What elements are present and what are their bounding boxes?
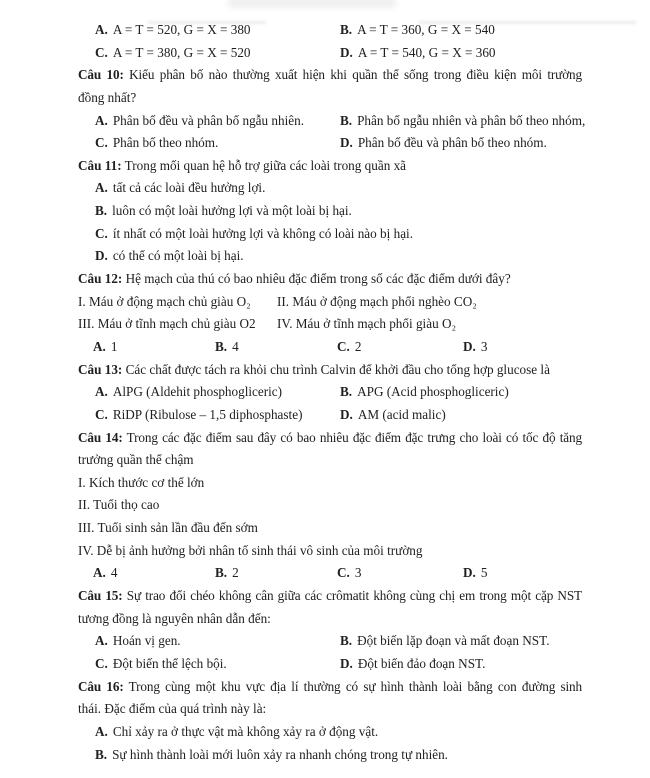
q16-header — [78, 676, 582, 699]
option-letter: C. — [95, 406, 108, 422]
option-letter: C. — [95, 655, 108, 671]
option-letter: B. — [95, 203, 108, 219]
q14-option-a — [93, 562, 215, 585]
q14-statement-ii — [78, 494, 582, 517]
q12-option-b — [215, 336, 337, 359]
q14-option-b — [215, 562, 337, 585]
option-letter: C. — [95, 135, 108, 151]
q14-statement-i — [78, 472, 582, 495]
option-text: A = T = 540, G = X = 360 — [357, 44, 496, 60]
option-letter: B. — [340, 112, 353, 128]
scan-artifact — [228, 0, 396, 8]
q11-option-c — [78, 223, 582, 246]
option-text: Chỉ xảy ra ở thực vật mà không xảy ra ở động vật. — [112, 723, 379, 739]
question-text: Kiểu phân bố nào thường xuất hiện khi quần thể sống trong điều kiện môi trường — [129, 67, 582, 83]
q14-statement-iv — [78, 540, 582, 563]
q13-options-row-1 — [78, 381, 582, 404]
option-text: 4 — [232, 338, 239, 354]
option-text: ít nhất có một loài hưởng lợi và không có loài nào bị hại. — [112, 225, 414, 241]
statement-iv: IV. Dễ bị ảnh hưởng bởi nhân tố sinh thái vô sinh của môi trường — [78, 542, 423, 558]
q14-header — [78, 427, 582, 450]
statement-iii: III. Máu ở tĩnh mạch chủ giàu O2 — [78, 316, 256, 332]
q15-option-b — [340, 630, 582, 653]
q10-option-a — [95, 110, 340, 133]
question-text: Trong cùng một khu vực địa lí thường có sự hình thành loài bằng con đường sinh — [128, 678, 582, 694]
question-text: Hệ mạch của thú có bao nhiêu đặc điểm trong số các đặc điểm dưới đây? — [125, 271, 511, 287]
question-number: Câu 15: — [78, 588, 123, 604]
option-letter: B. — [340, 22, 353, 37]
option-text: Phân bố đều và phân bố theo nhóm. — [357, 135, 547, 151]
option-text: Phân bố theo nhóm. — [112, 135, 219, 151]
q9-option-c — [95, 42, 340, 65]
question-number: Câu 13: — [78, 361, 123, 377]
option-letter: A. — [95, 22, 108, 37]
option-letter: A. — [95, 723, 108, 739]
question-text: Trong các đặc điểm sau đây có bao nhiêu đặc điểm đặc trưng cho loài có tốc độ tăng — [126, 429, 582, 445]
option-text: A = T = 360, G = X = 540 — [357, 22, 495, 37]
q10-option-d — [340, 132, 582, 155]
q12-header — [78, 268, 582, 291]
option-text: Sự hình thành loài mới luôn xảy ra nhanh chóng trong tự nhiên. — [112, 746, 448, 762]
option-letter: B. — [95, 746, 108, 762]
option-letter: D. — [340, 655, 353, 671]
option-text: APG (Acid phosphogliceric) — [357, 384, 509, 400]
q14-option-c — [337, 562, 463, 585]
option-letter: D. — [340, 44, 353, 60]
q15-text-line2 — [78, 608, 582, 631]
statement-ii: II. Tuổi thọ cao — [78, 497, 160, 513]
q14-text-line2 — [78, 449, 582, 472]
q15-option-d — [340, 653, 582, 676]
option-text: AlPG (Aldehit phosphogliceric) — [112, 384, 283, 400]
option-letter: D. — [95, 248, 108, 264]
option-letter: B. — [340, 633, 353, 649]
question-text: Các chất được tách ra khỏi chu trình Calvin để khởi đầu cho tổng hợp glucose là — [125, 361, 550, 377]
option-text: AM (acid malic) — [357, 406, 446, 422]
option-letter: B. — [215, 565, 228, 581]
question-number: Câu 16: — [78, 678, 124, 694]
option-text: 2 — [232, 565, 239, 581]
q13-option-c — [95, 404, 340, 427]
option-text: Hoán vị gen. — [112, 633, 181, 649]
q15-option-c — [95, 653, 340, 676]
q11-header — [78, 155, 582, 178]
statement-i: I. Kích thước cơ thể lớn — [78, 474, 205, 490]
option-text: 4 — [110, 565, 118, 581]
q9-option-d — [340, 42, 582, 65]
option-letter: B. — [340, 384, 353, 400]
q14-statement-iii — [78, 517, 582, 540]
statement-iv: IV. Máu ở tĩnh mạch phổi giàu O₂ — [277, 316, 457, 332]
option-letter: A. — [95, 112, 108, 128]
option-text: 5 — [480, 565, 488, 581]
question-text: trưởng quần thể chậm — [78, 452, 194, 468]
option-letter: A. — [95, 180, 108, 196]
question-number: Câu 12: — [78, 271, 123, 287]
option-text: Đột biến thể lệch bội. — [112, 655, 227, 671]
q10-text-line2 — [78, 87, 582, 110]
q13-option-d — [340, 404, 582, 427]
option-letter: C. — [337, 338, 350, 354]
option-text: Đột biến đảo đoạn NST. — [357, 655, 486, 671]
option-letter: C. — [337, 565, 350, 581]
q12-options-row — [78, 336, 582, 359]
q15-options-row-2 — [78, 653, 582, 676]
option-letter: A. — [93, 338, 106, 354]
q12-option-d — [463, 336, 582, 359]
q11-option-d — [78, 245, 582, 268]
question-text: tương đồng là nguyên nhân dẫn đến: — [78, 610, 271, 626]
question-text: Trong mối quan hệ hỗ trợ giữa các loài trong quần xã — [124, 157, 407, 173]
q12-statements-row-2 — [78, 313, 582, 336]
scan-artifact — [148, 21, 266, 24]
q13-options-row-2 — [78, 404, 582, 427]
q10-options-row-2 — [78, 132, 582, 155]
q12-option-a — [93, 336, 215, 359]
question-number: Câu 10: — [78, 67, 124, 83]
option-text: tất cả các loài đều hưởng lợi. — [112, 180, 266, 196]
option-text: có thể có một loài bị hại. — [112, 248, 244, 264]
option-text: Phân bố ngẫu nhiên và phân bố theo nhóm, — [357, 112, 586, 128]
q11-option-a — [78, 177, 582, 200]
option-letter: B. — [215, 338, 228, 354]
q13-option-a — [95, 381, 340, 404]
q10-option-c — [95, 132, 340, 155]
q12-statements-row-1 — [78, 291, 582, 314]
q16-option-b — [78, 744, 582, 767]
question-number: Câu 11: — [78, 157, 122, 173]
option-letter: A. — [95, 633, 108, 649]
scan-artifact — [418, 21, 636, 24]
option-letter: D. — [340, 406, 353, 422]
option-letter: A. — [93, 565, 106, 581]
option-text: 3 — [480, 338, 488, 354]
question-text: đồng nhất? — [78, 89, 137, 105]
option-letter: A. — [95, 384, 108, 400]
q11-option-b — [78, 200, 582, 223]
statement-i: I. Máu ở động mạch chủ giàu O₂ — [78, 293, 251, 309]
q14-options-row — [78, 562, 582, 585]
q16-option-a — [78, 721, 582, 744]
q10-header — [78, 64, 582, 87]
question-text: Sự trao đổi chéo không cân giữa các crômatit không cùng chị em trong một cặp NST — [126, 588, 582, 604]
question-text: thái. Đặc điểm của quá trình này là: — [78, 701, 267, 717]
q12-option-c — [337, 336, 463, 359]
q10-options-row-1 — [78, 110, 586, 133]
q10-option-b — [340, 110, 585, 133]
q13-header — [78, 359, 582, 382]
q13-option-b — [340, 381, 582, 404]
question-number: Câu 14: — [78, 429, 123, 445]
option-letter: D. — [463, 565, 476, 581]
option-text: 2 — [354, 338, 362, 354]
option-text: 3 — [354, 565, 362, 581]
option-text: Đột biến lặp đoạn và mất đoạn NST. — [357, 633, 550, 649]
q15-options-row-1 — [78, 630, 582, 653]
q16-text-line2 — [78, 698, 582, 721]
option-letter: C. — [95, 225, 108, 241]
option-letter: D. — [463, 338, 476, 354]
option-text: 1 — [110, 338, 118, 354]
option-text: luôn có một loài hưởng lợi và một loài bị hại. — [112, 203, 352, 219]
q9-options-row-2 — [78, 42, 582, 65]
statement-ii: II. Máu ở động mạch phổi nghèo CO₂ — [277, 293, 477, 309]
option-letter: D. — [340, 135, 353, 151]
q14-option-d — [463, 562, 582, 585]
option-text: A = T = 380, G = X = 520 — [112, 44, 251, 60]
statement-iii: III. Tuổi sinh sản lần đầu đến sớm — [78, 520, 258, 536]
q15-header — [78, 585, 582, 608]
option-text: Phân bố đều và phân bố ngẫu nhiên. — [112, 112, 305, 128]
option-letter: C. — [95, 44, 108, 60]
option-text: A = T = 520, G = X = 380 — [112, 22, 251, 37]
q15-option-a — [95, 630, 340, 653]
option-text: RiDP (Ribulose – 1,5 diphosphaste) — [112, 406, 303, 422]
